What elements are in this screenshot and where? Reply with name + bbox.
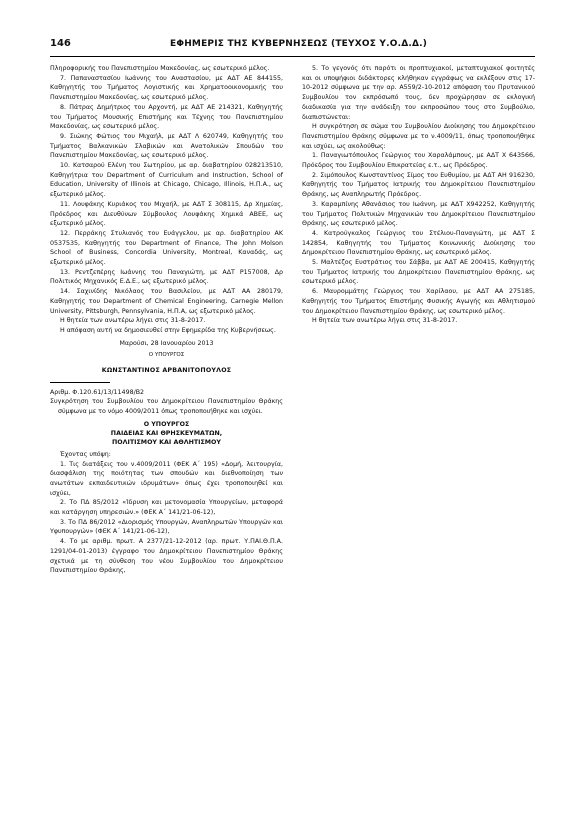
decision-subject: Συγκρότηση του Συμβουλίου του Δημοκρίτειου Πανεπιστημίου Θράκης σύμφωνα με το νόμο 4009/2011 όπως τροποποιήθηκε και ισχύει.: [50, 398, 283, 416]
minister-heading: [50, 420, 283, 447]
member-item: 5. Μαλτέζος Ευστράτιος του Σάββα, με ΑΔΤ ΑΕ 200415, Καθηγητής του Τμήματος Ιατρικής του Δημοκρίτειου Πανεπιστημίου Θράκης, ως εσωτερικό μέλος.: [302, 259, 535, 286]
member-item: 1. Παναγιωτόπουλος Γεώργιος του Χαραλάμπους, με ΑΔΤ Χ 643566, Πρόεδρος του Συμβουλίου Επικρατείας ε.τ., ως Πρόεδρος.: [302, 152, 535, 170]
journal-title: ΕΦΗΜΕΡΙΣ ΤΗΣ ΚΥΒΕΡΝΗΣΕΩΣ (ΤΕΥΧΟΣ Υ.Ο.Δ.Δ.): [170, 39, 428, 49]
member-item: 4. Κατρούγκαλος Γεώργιος του Στέλιου-Παναγιώτη, με ΑΔΤ Σ 142854, Καθηγητής του Τμήματος Κοινωνικής Διοίκησης του Δημοκρίτειου Πανεπιστημίου Θράκης, ως εσωτερικό μέλος.: [302, 229, 535, 257]
member-item: 3. Καραμπίνης Αθανάσιος του Ιωάννη, με ΑΔΤ Χ942252, Καθηγητής του Τμήματος Πολιτικών Μηχανικών του Δημοκρίτειου Πανεπιστημίου Θράκης, ως εσωτερικό μέλος.: [302, 200, 535, 228]
paragraph: Η απόφαση αυτή να δημοσιευθεί στην Εφημερίδα της Κυβερνήσεως.: [60, 326, 276, 334]
paragraph: 9. Σιώκης Φώτιος του Μιχαήλ, με ΑΔΤ Λ 620749, Καθηγητής του Τμήματος Βαλκανικών Σλαβικών και Ανατολικών Σπουδών του Πανεπιστημίου Μακεδονίας, ως εσωτερικό μέλος.: [50, 132, 283, 160]
paragraph: Η θητεία των ανωτέρω λήγει στις 31-8-2017.: [312, 317, 458, 325]
paragraph: 13. Ρεντζεπέρης Ιωάννης του Παναγιώτη, με ΑΔΤ Ρ157008, Δρ Πολιτικός Μηχανικός Ε.Δ.Ε., ως εξωτερικό μέλος.: [50, 268, 283, 286]
signer-role: Ο ΥΠΟΥΡΓΟΣ: [148, 352, 185, 359]
paragraph: 5. Το γεγονός ότι παρότι οι προπτυχιακοί, μεταπτυχιακοί φοιτητές και οι υποψήφιοι διδάκτορες κλήθηκαν εγγράφως να εκλέξουν στις 17-10-2012 σύμφωνα με την αρ. Α559/2-10-2012 απόφαση του Πρυτανικού Συμβουλίου τον εκπρόσωπό τους, δεν προχώρησαν σε εκλογική διαδικασία για την ανάδειξη του εκπροσώπου τους στο Συμβούλιο, διαπιστώνεται:: [302, 65, 535, 121]
paragraph: 10. Κατσαρού Ελένη του Σωτηρίου, με αρ. διαβατηρίου 028213510, Καθηγήτρια του Department of Curriculum and Instruction, School of Education, University of Illinois at Chicago, Chicago, Illinois, Η.Π.Α., ως εξωτερικό μέλος.: [50, 162, 283, 199]
point: 3. Το ΠΔ 86/2012 «Διορισμός Υπουργών, Αναπληρωτών Υπουργών και Υφυπουργών» (ΦΕΚ Α΄ 141/21-06-12),: [50, 518, 283, 536]
signer-name: ΚΩΝΣΤΑΝΤΙΝΟΣ ΑΡΒΑΝΙΤΟΠΟΥΛΟΣ: [101, 366, 232, 374]
point: 1. Τις διατάξεις του ν.4009/2011 (ΦΕΚ Α΄ 195) «Δομή, λειτουργία, διασφάλιση της ποιότητας των σπουδών και διεθνοποίηση των ανωτάτων εκπαιδευτικών ιδρυμάτων» όπως έχει τροποποιηθεί και ισχύει,: [50, 460, 283, 497]
heading-line: ΠΟΛΙΤΙΣΜΟΥ ΚΑΙ ΑΘΛΗΤΙΣΜΟΥ: [112, 438, 221, 446]
paragraph: 11. Λουφάκης Κυριάκος του Μιχαήλ, με ΑΔΤ Σ 308115, Δρ Χημείας, Πρόεδρος και Διευθύνων Σύμβουλος Λουφάκης Χημικά ΑΒΕΕ, ως εξωτερικό μέλος.: [50, 200, 283, 228]
member-item: 2. Σιμόπουλος Κωνσταντίνος Σίμος του Ευθυμίου, με ΑΔΤ ΑΗ 916230, Καθηγητής του Τμήματος Ιατρικής του Δημοκρίτειου Πανεπιστημίου Θράκης, ως Αναπληρωτής Πρόεδρος.: [302, 171, 535, 199]
paragraph: Η συγκρότηση σε σώμα του Συμβουλίου Διοίκησης του Δημοκρίτειου Πανεπιστημίου Θράκης σύμφωνα με το ν.4009/11, όπως τροποποιήθηκε και ισχύει, ως ακολούθως:: [302, 123, 535, 150]
divider: [50, 382, 110, 383]
heading-line: Ο ΥΠΟΥΡΓΟΣ: [143, 420, 190, 428]
page-header: [50, 38, 535, 57]
heading-line: ΠΑΙΔΕΙΑΣ ΚΑΙ ΘΡΗΣΚΕΥΜΑΤΩΝ,: [110, 429, 223, 437]
paragraph: 7. Παπαναστασίου Ιωάννης του Αναστασίου, με ΑΔΤ ΑΕ 844155, Καθηγητής του Τμήματος Λογιστικής και Χρηματοοικονομικής του Πανεπιστημίου Μακεδονίας, ως εσωτερικό μέλος.: [50, 74, 283, 102]
paragraph: 8. Πάτρας Δημήτριος του Αρχοντή, με ΑΔΤ ΑΕ 214321, Καθηγητής του Τμήματος Μουσικής Επιστήμης και Τέχνης του Πανεπιστημίου Μακεδονίας, ως εσωτερικό μέλος.: [50, 103, 283, 131]
right-column: [302, 64, 535, 326]
point: 4. Το με αριθμ. πρωτ. Α 2377/21-12-2012 (αρ. πρωτ. Υ.ΠΑΙ.Θ.Π.Α. 1291/04-01-2013) έγγραφο του Δημοκρίτειου Πανεπιστημίου Θράκης σχετικά με τη σύνθεση του νέου Συμβουλίου του Δημοκρίτειου Πανεπιστημίου Θράκης,: [50, 538, 283, 575]
point: 2. Το ΠΔ 85/2012 «Ίδρυση και μετονομασία Υπουργείων, μεταφορά και κατάργηση υπηρεσιών.» (ΦΕΚ Α΄ 141/21-06-12),: [50, 499, 283, 517]
place-date: Μαρούσι, 28 Ιανουαρίου 2013: [119, 339, 214, 347]
considering-label: Έχοντας υπόψη:: [60, 450, 111, 458]
paragraph: 12. Περράκης Στυλιανός του Ευάγγελου, με αρ. διαβατηρίου ΑΚ 0537535, Καθηγητής του Department of Finance, The John Molson School of Business, Concordia University, Montreal, Καναδάς, ως εξωτερικό μέλος.: [50, 229, 283, 267]
paragraph: Πληροφορικής του Πανεπιστημίου Μακεδονίας, ως εσωτερικό μέλος.: [50, 65, 270, 72]
paragraph: Η θητεία των ανωτέρω λήγει στις 31-8-2017.: [60, 317, 206, 325]
page-number: 146: [50, 38, 71, 49]
paragraph: 14. Σαχινίδης Νικόλαος του Βασιλείου, με ΑΔΤ ΑΑ 280179, Καθηγητής του Department of Chemical Engineering, Carnegie Mellon University, Pittsburgh, Pennsylvania, Η.Π.Α, ως εξωτερικό μέλος.: [50, 288, 283, 315]
member-item: 6. Μαυρομμάτης Γεώργιος του Χαρίλαου, με ΑΔΤ ΑΑ 275185, Καθηγητής του Τμήματος Επιστήμης Φυσικής Αγωγής και Αθλητισμού του Δημοκρίτειου Πανεπιστημίου Θράκης, ως εσωτερικό μέλος.: [302, 288, 535, 315]
decision-number: Αριθμ. Φ.120.61/13/11498/Β2: [50, 388, 145, 396]
left-column: [50, 64, 283, 576]
